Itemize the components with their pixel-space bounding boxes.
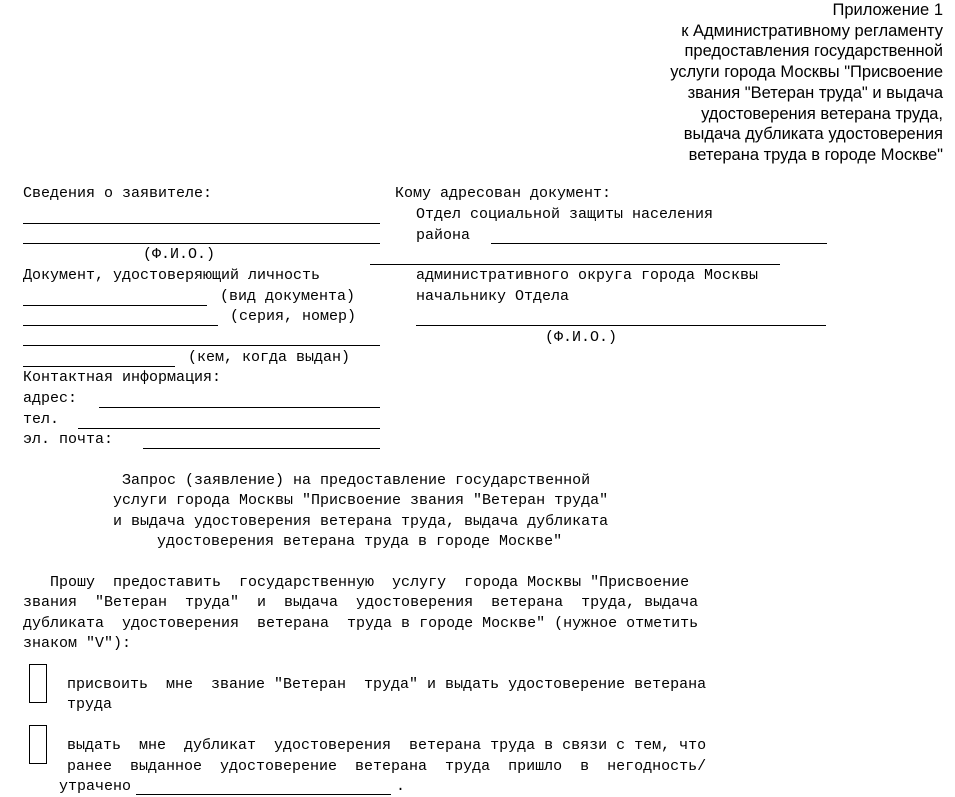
recipient-title: Кому адресован документ: <box>395 185 612 202</box>
body-line: дубликата удостоверения ветерана труда в городе Москве" (нужное отметить <box>23 615 699 632</box>
header-line: ветерана труда в городе Москве" <box>688 145 943 164</box>
recipient-line-3: административного округа города Москвы <box>416 267 759 284</box>
header-line: услуги города Москвы "Присвоение <box>670 63 943 82</box>
option-text-line: утрачено <box>59 778 132 795</box>
document-type-hint: (вид документа) <box>220 288 356 305</box>
reason-field[interactable] <box>136 794 391 795</box>
applicant-title: Сведения о заявителе: <box>23 185 213 202</box>
applicant-fio-hint: (Ф.И.О.) <box>143 246 216 263</box>
request-title-line: и выдача удостоверения ветерана труда, выдача дубликата <box>113 513 609 530</box>
option-checkbox-assign-title[interactable] <box>29 664 47 703</box>
document-type-field[interactable] <box>23 305 207 306</box>
header-line: звания "Ветеран труда" и выдача <box>687 83 943 102</box>
option-end-mark: . <box>396 778 406 795</box>
id-document-label: Документ, удостоверяющий личность <box>23 267 321 284</box>
document-issued-hint: (кем, когда выдан) <box>188 349 351 366</box>
body-line: знаком "V"): <box>23 635 132 652</box>
header-line: выдача дубликата удостоверения <box>683 125 943 144</box>
body-line: звания "Ветеран труда" и выдача удостоверения ветерана труда, выдача <box>23 594 699 611</box>
document-issued-field[interactable] <box>23 345 380 346</box>
option-checkbox-duplicate[interactable] <box>29 725 47 764</box>
body-line: Прошу предоставить государственную услугу города Москвы "Присвоение <box>23 574 690 591</box>
district-field[interactable] <box>491 243 827 244</box>
header-line: удостоверения ветерана труда, <box>701 104 943 123</box>
head-name-field[interactable] <box>416 325 826 326</box>
recipient-line-1: Отдел социальной защиты населения <box>416 206 714 223</box>
option-text-line: выдать мне дубликат удостоверения ветерана труда в связи с тем, что <box>67 737 707 754</box>
phone-label: тел. <box>23 411 60 428</box>
appendix-header <box>670 0 943 166</box>
request-title-line: Запрос (заявление) на предоставление государственной <box>122 472 591 489</box>
email-label: эл. почта: <box>23 431 114 448</box>
request-title-line: услуги города Москвы "Присвоение звания "Ветеран труда" <box>113 492 609 509</box>
recipient-line-4: начальнику Отдела <box>416 288 570 305</box>
header-line: Приложение 1 <box>832 1 943 19</box>
applicant-name-field[interactable] <box>23 223 380 224</box>
email-field[interactable] <box>143 448 380 449</box>
option-text-line: ранее выданное удостоверение ветерана труда пришло в негодность/ <box>67 758 707 775</box>
header-line: предоставления государственной <box>684 42 943 61</box>
address-label: адрес: <box>23 390 78 407</box>
document-issued-field-2[interactable] <box>23 366 175 367</box>
okrug-field[interactable] <box>370 264 780 265</box>
recipient-district-label: района <box>416 227 471 244</box>
contacts-title: Контактная информация: <box>23 369 222 386</box>
applicant-name-field-2[interactable] <box>23 243 380 244</box>
option-text-line: присвоить мне звание "Ветеран труда" и выдать удостоверение ветерана <box>67 676 707 693</box>
document-series-field[interactable] <box>23 325 218 326</box>
address-field[interactable] <box>99 407 380 408</box>
option-text-line: труда <box>67 696 113 713</box>
header-line: к Административному регламенту <box>681 21 943 40</box>
request-title-line: удостоверения ветерана труда в городе Москве" <box>157 533 563 550</box>
document-series-hint: (серия, номер) <box>230 308 357 325</box>
recipient-fio-hint: (Ф.И.О.) <box>545 329 618 346</box>
phone-field[interactable] <box>78 428 380 429</box>
